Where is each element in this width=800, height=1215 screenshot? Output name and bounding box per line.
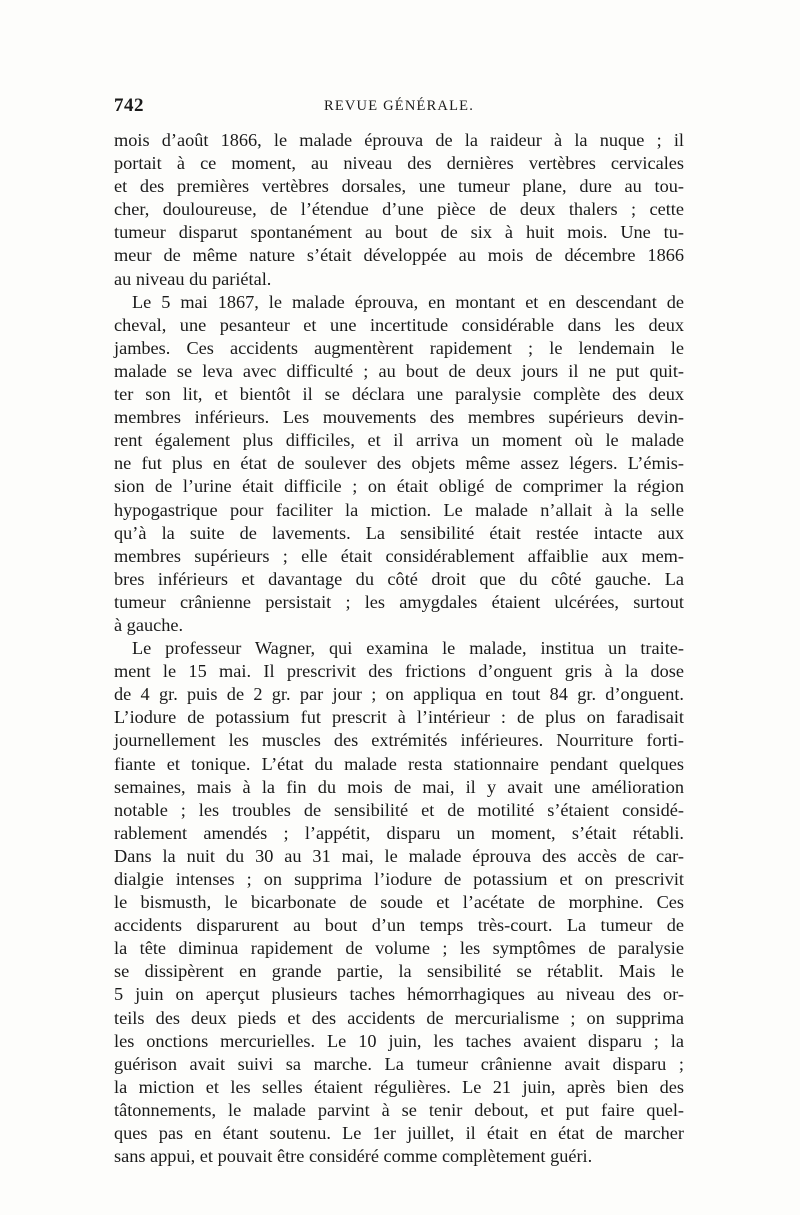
- text-line: au niveau du pariétal.: [114, 268, 272, 289]
- text-line: tumeur disparut spontanément au bout de six à huit mois. Une tu-: [114, 222, 684, 243]
- text-line: portait à ce moment, au niveau des dernières vertèbres cervicales: [114, 153, 684, 174]
- running-head: [114, 95, 684, 125]
- text-line: sion de l’urine était difficile ; on était obligé de comprimer la région: [114, 476, 684, 497]
- text-line: L’iodure de potassium fut prescrit à l’intérieur : de plus on faradisait: [114, 707, 684, 728]
- text-line: notable ; les troubles de sensibilité et de motilité s’étaient considé-: [114, 799, 684, 820]
- text-line: ter son lit, et bientôt il se déclara une paralysie complète des deux: [114, 384, 684, 405]
- text-line: sans appui, et pouvait être considéré comme complètement guéri.: [114, 1146, 593, 1167]
- text-line: à gauche.: [114, 614, 184, 635]
- text-line: accidents disparurent au bout d’un temps très-court. La tumeur de: [114, 915, 684, 936]
- body-text: [114, 129, 684, 1168]
- text-line: bres inférieurs et davantage du côté droit que du côté gauche. La: [114, 568, 684, 589]
- text-line: hypogastrique pour faciliter la miction. Le malade n’allait à la selle: [114, 499, 684, 520]
- paragraph-3: [114, 637, 684, 1168]
- text-line: meur de même nature s’était développée au mois de décembre 1866: [114, 245, 684, 266]
- text-line: ques pas en étant soutenu. Le 1er juillet, il était en état de marcher: [114, 1123, 684, 1144]
- paragraph-2: [114, 291, 684, 637]
- paragraph-1: [114, 129, 684, 291]
- text-line: jambes. Ces accidents augmentèrent rapidement ; le lendemain le: [114, 337, 684, 358]
- text-line: teils des deux pieds et des accidents de mercurialisme ; on supprima: [114, 1007, 684, 1028]
- text-line: qu’à la suite de lavements. La sensibilité était restée intacte aux: [114, 522, 684, 543]
- text-line: mois d’août 1866, le malade éprouva de la raideur à la nuque ; il: [114, 130, 684, 150]
- text-line: Le 5 mai 1867, le malade éprouva, en montant et en descendant de: [132, 291, 684, 312]
- page-number: 742: [114, 95, 144, 116]
- document-page: [114, 95, 684, 1168]
- text-line: rablement amendés ; l’appétit, disparu un moment, s’était rétabli.: [114, 822, 684, 843]
- text-line: Le professeur Wagner, qui examina le malade, institua un traite-: [132, 638, 684, 659]
- text-line: et des premières vertèbres dorsales, une tumeur plane, dure au tou-: [114, 176, 684, 197]
- text-line: tâtonnements, le malade parvint à se tenir debout, et put faire quel-: [114, 1099, 684, 1120]
- text-line: cher, douloureuse, de l’étendue d’une pièce de deux thalers ; cette: [114, 199, 684, 220]
- text-line: ment le 15 mai. Il prescrivit des frictions d’onguent gris à la dose: [114, 661, 684, 682]
- text-line: rent également plus difficiles, et il arriva un moment où le malade: [114, 430, 684, 451]
- text-line: tumeur crânienne persistait ; les amygdales étaient ulcérées, surtout: [114, 591, 684, 612]
- text-line: de 4 gr. puis de 2 gr. par jour ; on appliqua en tout 84 gr. d’onguent.: [114, 684, 684, 705]
- text-line: la tête diminua rapidement de volume ; les symptômes de paralysie: [114, 938, 684, 959]
- text-line: le bismusth, le bicarbonate de soude et l’acétate de morphine. Ces: [114, 892, 684, 913]
- text-line: semaines, mais à la fin du mois de mai, il y avait une amélioration: [114, 776, 684, 797]
- text-line: fiante et tonique. L’état du malade resta stationnaire pendant quelques: [114, 753, 684, 774]
- running-title: REVUE GÉNÉRALE.: [323, 98, 475, 114]
- text-line: ne fut plus en état de soulever des objets même assez légers. L’émis-: [114, 453, 684, 474]
- text-line: Dans la nuit du 30 au 31 mai, le malade éprouva des accès de car-: [114, 845, 684, 866]
- text-line: membres supérieurs ; elle était considérablement affaiblie aux mem-: [114, 545, 684, 566]
- text-line: dialgie intenses ; on supprima l’iodure de potassium et on prescrivit: [114, 869, 684, 889]
- text-line: 5 juin on aperçut plusieurs taches hémorrhagiques au niveau des or-: [114, 984, 684, 1005]
- text-line: les onctions mercurielles. Le 10 juin, les taches avaient disparu ; la: [114, 1030, 684, 1051]
- text-line: membres inférieurs. Les mouvements des membres supérieurs devin-: [114, 407, 684, 428]
- text-line: guérison avait suivi sa marche. La tumeur crânienne avait disparu ;: [114, 1053, 684, 1074]
- text-line: malade se leva avec difficulté ; au bout de deux jours il ne put quit-: [114, 360, 684, 381]
- text-line: se dissipèrent en grande partie, la sensibilité se rétablit. Mais le: [114, 961, 684, 982]
- text-line: cheval, une pesanteur et une incertitude considérable dans les deux: [114, 314, 684, 335]
- text-line: journellement les muscles des extrémités inférieures. Nourriture forti-: [114, 730, 684, 751]
- text-line: la miction et les selles étaient régulières. Le 21 juin, après bien des: [114, 1076, 684, 1097]
